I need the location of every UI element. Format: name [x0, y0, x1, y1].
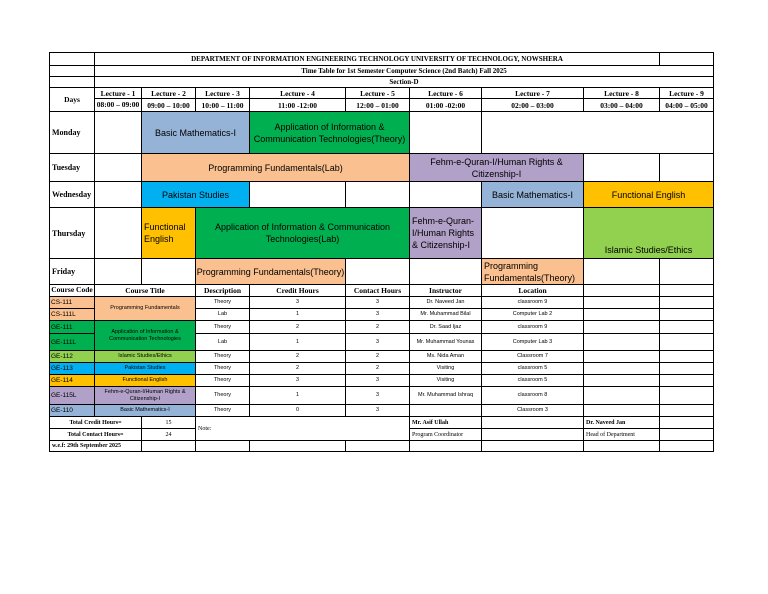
empty-slot	[95, 112, 142, 154]
lecture-5-time: 12:00 – 01:00	[346, 99, 410, 112]
blank-cell	[584, 309, 660, 321]
section-title: Section-D	[95, 77, 714, 88]
course-location: classroom 5	[482, 363, 584, 375]
blank-cell	[196, 441, 250, 452]
course-code: CS-111L	[50, 309, 95, 321]
blank-cell	[50, 77, 95, 88]
course-credit: 3	[250, 375, 346, 387]
course-instructor: Dr. Saad Ijaz	[410, 321, 482, 334]
lecture-1-time-text: 08:00 – 09:00	[96, 100, 140, 109]
empty-slot	[95, 154, 142, 182]
lecture-1-header: Lecture - 1	[95, 88, 142, 99]
course-contact: 2	[346, 321, 410, 334]
blank-cell	[584, 441, 660, 452]
blank-cell	[346, 441, 410, 452]
day-thursday: Thursday	[50, 208, 95, 259]
head-name: Dr. Naveed Jan	[584, 417, 660, 429]
course-title: Programming Fundamentals	[95, 297, 196, 321]
class-pf-theory: Programming Fundamentals(Theory)	[482, 259, 584, 285]
total-contact-label: Total Contact Hours=	[50, 429, 142, 441]
lecture-2-time: 09:00 – 10:00	[142, 99, 196, 112]
day-friday: Friday	[50, 259, 95, 285]
course-instructor: Visiting	[410, 363, 482, 375]
credit-hours-header: Credit Hours	[250, 285, 346, 297]
empty-slot	[95, 208, 142, 259]
lecture-4-header: Lecture - 4	[250, 88, 346, 99]
course-instructor	[410, 405, 482, 417]
course-code: GE-110	[50, 405, 95, 417]
note-label: Note:	[196, 417, 410, 441]
class-fehm-e-quran: Fehm-e-Quran-I/Human Rights & Citizenship-I	[410, 208, 482, 259]
timetable	[49, 52, 714, 452]
location-header: Location	[482, 285, 584, 297]
blank-cell	[660, 387, 714, 405]
course-code-header	[50, 285, 95, 297]
timetable-title: Time Table for 1st Semester Computer Science (2nd Batch) Fall 2025	[95, 66, 714, 77]
course-location: Computer Lab 2	[482, 309, 584, 321]
class-pakistan-studies: Pakistan Studies	[142, 182, 250, 208]
course-code: GE-111	[50, 321, 95, 334]
course-description: Theory	[196, 375, 250, 387]
class-basic-mathematics: Basic Mathematics-I	[142, 112, 250, 154]
empty-slot	[482, 112, 714, 154]
blank-cell	[50, 66, 95, 77]
course-code: GE-114	[50, 375, 95, 387]
description-header: Description	[196, 285, 250, 297]
lecture-3-header: Lecture - 3	[196, 88, 250, 99]
blank-cell	[584, 334, 660, 351]
course-description: Theory	[196, 297, 250, 309]
course-code-header-text: Course Code	[51, 286, 93, 294]
total-credit-label: Total Credit Hours=	[50, 417, 142, 429]
course-description: Lab	[196, 309, 250, 321]
course-contact: 2	[346, 351, 410, 363]
blank-cell	[584, 375, 660, 387]
empty-slot	[346, 259, 410, 285]
course-code: GE-113	[50, 363, 95, 375]
class-fehm-e-quran: Fehm-e-Quran-I/Human Rights & Citizenship-I	[410, 154, 584, 182]
course-description: Lab	[196, 334, 250, 351]
course-location: Classroom 3	[482, 405, 584, 417]
blank-cell	[660, 53, 714, 66]
course-contact: 3	[346, 375, 410, 387]
class-pf-theory: Programming Fundamentals(Theory)	[196, 259, 346, 285]
course-title: Islamic Studies/Ethics	[95, 351, 196, 363]
blank-cell	[584, 285, 660, 297]
lecture-1-time	[95, 99, 142, 112]
empty-slot	[95, 259, 142, 285]
course-contact: 3	[346, 309, 410, 321]
class-pf-lab: Programming Fundamentals(Lab)	[142, 154, 410, 182]
blank-cell	[660, 441, 714, 452]
course-instructor: Mr. Muhammad Ishraq	[410, 387, 482, 405]
wef-date: w.e.f: 29th September 2025	[50, 441, 142, 452]
empty-slot	[660, 154, 714, 182]
lecture-7-time: 02:00 – 03:00	[482, 99, 584, 112]
course-credit: 1	[250, 309, 346, 321]
empty-slot	[95, 182, 142, 208]
coordinator-name: Mr. Asif Ullah	[410, 417, 482, 429]
course-instructor: Visiting	[410, 375, 482, 387]
empty-slot	[142, 259, 196, 285]
empty-slot	[346, 182, 410, 208]
blank-cell	[660, 375, 714, 387]
blank-cell	[584, 387, 660, 405]
blank-cell	[482, 429, 584, 441]
course-location: classroom 9	[482, 321, 584, 334]
class-functional-english: Functional English	[584, 182, 714, 208]
day-wednesday: Wednesday	[50, 182, 95, 208]
empty-slot	[584, 154, 660, 182]
course-contact: 2	[346, 363, 410, 375]
lecture-6-time: 01:00 -02:00	[410, 99, 482, 112]
empty-slot	[410, 112, 482, 154]
contact-hours-header: Contact Hours	[346, 285, 410, 297]
instructor-header: Instructor	[410, 285, 482, 297]
total-contact-value: 24	[142, 429, 196, 441]
blank-cell	[584, 363, 660, 375]
days-header: Days	[50, 88, 95, 112]
course-credit: 1	[250, 387, 346, 405]
empty-slot	[410, 259, 482, 285]
lecture-7-header: Lecture - 7	[482, 88, 584, 99]
course-instructor: Mr. Muhammad Younas	[410, 334, 482, 351]
course-contact: 3	[346, 297, 410, 309]
blank-cell	[660, 429, 714, 441]
blank-cell	[660, 334, 714, 351]
course-contact: 3	[346, 334, 410, 351]
course-instructor: Dr. Naveed Jan	[410, 297, 482, 309]
blank-cell	[584, 351, 660, 363]
course-credit: 3	[250, 297, 346, 309]
blank-cell	[660, 285, 714, 297]
class-basic-mathematics: Basic Mathematics-I	[482, 182, 584, 208]
lecture-4-time: 11:00 -12:00	[250, 99, 346, 112]
blank-cell	[660, 363, 714, 375]
empty-slot	[584, 259, 660, 285]
empty-slot	[250, 182, 346, 208]
blank-cell	[410, 441, 482, 452]
class-functional-english: Functional English	[142, 208, 196, 259]
department-title: DEPARTMENT OF INFORMATION ENGINEERING TECHNOLOGY UNIVERSITY OF TECHNOLOGY, NOWSHERA	[95, 53, 660, 66]
blank-cell	[660, 309, 714, 321]
blank-cell	[482, 417, 584, 429]
blank-cell	[660, 321, 714, 334]
course-credit: 2	[250, 351, 346, 363]
lecture-2-header: Lecture - 2	[142, 88, 196, 99]
lecture-6-header: Lecture - 6	[410, 88, 482, 99]
course-title: Application of Information & Communication Technologies	[95, 321, 196, 351]
blank-cell	[250, 441, 346, 452]
lecture-3-time: 10:00 – 11:00	[196, 99, 250, 112]
course-credit: 2	[250, 363, 346, 375]
blank-cell	[584, 297, 660, 309]
course-location: classroom 9	[482, 297, 584, 309]
blank-cell	[142, 441, 196, 452]
course-code: GE-115L	[50, 387, 95, 405]
class-aict-theory: Application of Information & Communication Technologies(Theory)	[250, 112, 410, 154]
class-aict-lab: Application of Information & Communication Technologies(Lab)	[196, 208, 410, 259]
lecture-5-header: Lecture - 5	[346, 88, 410, 99]
course-contact: 3	[346, 405, 410, 417]
lecture-9-time: 04:00 – 05:00	[660, 99, 714, 112]
course-title-header: Course Title	[95, 285, 196, 297]
lecture-9-header: Lecture - 9	[660, 88, 714, 99]
class-islamic-studies: Islamic Studies/Ethics	[584, 208, 714, 259]
course-code: GE-112	[50, 351, 95, 363]
empty-slot	[660, 259, 714, 285]
coordinator-title: Program Coordinator	[410, 429, 482, 441]
course-instructor: Ms. Nida Aman	[410, 351, 482, 363]
course-description: Theory	[196, 363, 250, 375]
course-location: classroom 5	[482, 375, 584, 387]
course-instructor: Mr. Muhammad Bilal	[410, 309, 482, 321]
course-credit: 2	[250, 321, 346, 334]
day-monday: Monday	[50, 112, 95, 154]
course-contact: 3	[346, 387, 410, 405]
blank-cell	[660, 351, 714, 363]
course-credit: 1	[250, 334, 346, 351]
blank-cell	[482, 441, 584, 452]
course-description: Theory	[196, 387, 250, 405]
blank-cell	[584, 321, 660, 334]
course-title: Fehm-e-Quran-I/Human Rights & Citizenship-I	[95, 387, 196, 405]
blank-cell	[660, 405, 714, 417]
day-tuesday: Tuesday	[50, 154, 95, 182]
lecture-8-header: Lecture - 8	[584, 88, 660, 99]
course-description: Theory	[196, 405, 250, 417]
total-credit-value: 15	[142, 417, 196, 429]
course-credit: 0	[250, 405, 346, 417]
head-title: Head of Department	[584, 429, 660, 441]
course-description: Theory	[196, 321, 250, 334]
blank-cell	[660, 297, 714, 309]
course-code: CS-111	[50, 297, 95, 309]
course-location: classroom 8	[482, 387, 584, 405]
blank-cell	[584, 405, 660, 417]
course-code: GE-111L	[50, 334, 95, 351]
blank-cell	[660, 417, 714, 429]
lecture-8-time: 03:00 – 04:00	[584, 99, 660, 112]
empty-slot	[482, 208, 584, 259]
course-location: Classroom 7	[482, 351, 584, 363]
course-location: Computer Lab 3	[482, 334, 584, 351]
blank-cell	[50, 53, 95, 66]
course-description: Theory	[196, 351, 250, 363]
course-title: Pakistan Studies	[95, 363, 196, 375]
course-title: Basic Mathematics-I	[95, 405, 196, 417]
empty-slot	[410, 182, 482, 208]
course-title: Functional English	[95, 375, 196, 387]
